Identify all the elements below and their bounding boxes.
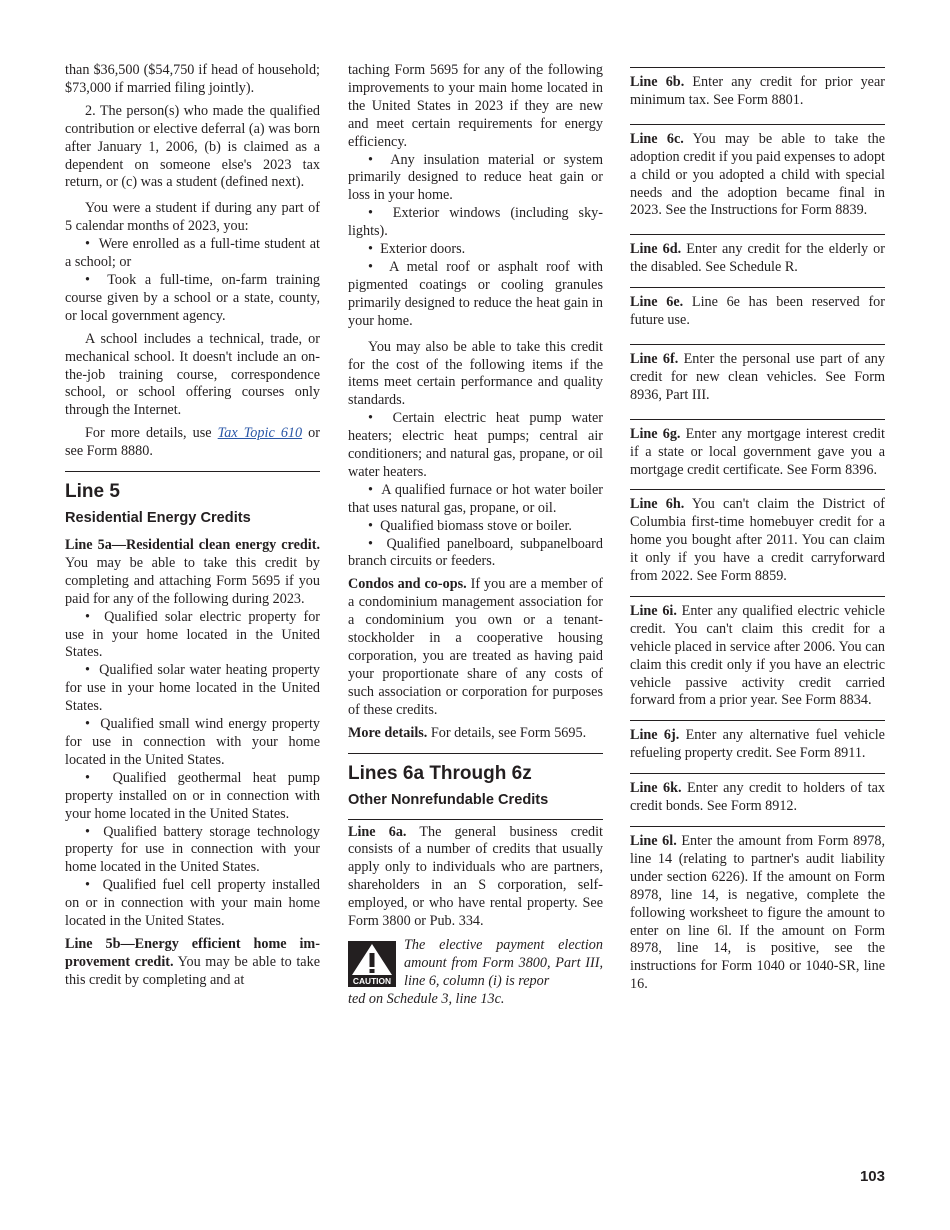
bullet-item: • Qualified solar water heating property for use in your home located in the United States. [65, 662, 320, 716]
line-item [630, 489, 885, 586]
line-item [630, 67, 885, 110]
text: Enter any qualified electric vehicle credit. You can't claim this credit for a vehicle placed in service after 2006. You can claim this credit only if you have an electric vehicle passive activity credit carried forward from a prior year. See Form 8834. [630, 602, 885, 709]
text: For more details, use [85, 425, 218, 442]
text: The general business credit consists of a number of credits that usually apply only to individuals who are partners, shareholders in an S corporation, self-employed, or who have rental property. See Form 3800 or Pub. 334. [348, 823, 603, 930]
run-in-heading: Condos and co-ops. [348, 576, 467, 593]
text: You can't claim the District of Columbia first-time homebuyer credit for a home you bought after 2011. You can claim it only if you have a credit carryforward from 2022. See Form 8859. [630, 496, 885, 585]
text: You may be able to take this credit by completing and at [65, 953, 320, 988]
bullet-item: • Any insulation material or system primarily designed to reduce heat gain or loss in your home. [348, 152, 603, 206]
bullet-item: • Took a full-time, on-farm training course given by a school or a state, county, or local government agency. [65, 272, 320, 326]
section-divider [65, 471, 320, 472]
paragraph [630, 351, 885, 405]
paragraph: 2. The person(s) who made the qualified contribution or elective deferral (a) was born after January 1, 2006, (b) is claimed as a dependent on someone else's 2023 tax return, or (c) was a student (defined next). [65, 102, 320, 191]
paragraph [630, 833, 885, 994]
paragraph: A school includes a technical, trade, or mechanical school. It doesn't include an on-the-job training course, correspondence school, or school offering courses only through the Internet. [65, 330, 320, 419]
text: You may be able to take the adoption credit if you paid expenses to adopt a child or you adopted a child with special needs and the adoption became final in 2023. See the Instructions for Form 8839. [630, 130, 886, 219]
caution-text: ted on Schedule 3, line 13c. [348, 990, 505, 1007]
column-right [630, 67, 885, 1004]
line-item [630, 773, 885, 816]
run-in-heading: Line 6b. [630, 74, 685, 90]
column-left [65, 62, 320, 995]
run-in-heading: Line 5b—Energy efficient home improvement credit. [65, 935, 320, 970]
paragraph: You may also be able to take this credit for the cost of the following items if the items meet certain performance and quality standards. [348, 338, 603, 409]
paragraph [65, 936, 320, 990]
bullet-item: • Qualified geothermal heat pump property installed on or in connection with your home located in the United States. [65, 770, 320, 824]
bullet-item: • Qualified biomass stove or boiler. [348, 518, 603, 536]
paragraph: taching Form 5695 for any of the following improvements to your main home located in the United States in 2023 if they are new and meet certain requirements for energy efficiency. [348, 62, 603, 150]
bullet-item: • Qualified battery storage technology property for use in connection with your home located in the United States. [65, 824, 320, 878]
text: Line 6e has been reserved for future use. [630, 294, 885, 329]
section-subheading: Other Nonrefundable Credits [348, 791, 549, 808]
bullet-item: • Qualified solar electric property for use in your home located in the United States. [65, 609, 320, 663]
text: For details, see Form 5695. [427, 724, 587, 741]
paragraph [630, 496, 885, 586]
line-item [630, 419, 885, 480]
run-in-heading: Line 6i. [630, 602, 677, 619]
column-middle [348, 62, 603, 1009]
bullet-item: • Qualified fuel cell property installed on or in connection with your main home located in the United States. [65, 877, 320, 931]
section-divider [348, 753, 603, 754]
line-item [630, 287, 885, 330]
paragraph: than $36,500 ($54,750 if head of household; $73,000 if married filing jointly). [65, 62, 320, 96]
caution-text: The elective payment election amount from Form 3800, Part III, line 6, column (i) is repor [404, 936, 603, 989]
paragraph [630, 74, 885, 110]
run-in-heading: More details. [348, 724, 428, 741]
run-in-heading: Line 6l. [630, 833, 677, 849]
bullet-item: • A qualified furnace or hot water boiler that uses natural gas, propane, or oil. [348, 482, 603, 518]
run-in-heading: Line 6e. [630, 294, 684, 311]
text: Enter any credit for the elderly or the disabled. See Schedule R. [630, 241, 886, 276]
bullet-item: • Qualified panelboard, subpanelboard branch circuits or feeders. [348, 536, 603, 572]
bullet-item: • Were enrolled as a full-time student at a school; or [65, 236, 320, 272]
text: Enter any credit for prior year minimum tax. See Form 8801. [630, 74, 885, 108]
caution-icon [348, 941, 396, 987]
paragraph [348, 824, 603, 931]
run-in-heading: Line 6h. [630, 496, 685, 513]
caution-label: CAUTION [352, 975, 392, 986]
text: Enter the personal use part of any credit for new clean vehicles. See Form 8936, Part III. [630, 350, 885, 403]
line-item [630, 234, 885, 277]
text: Enter the amount from Form 8978, line 14 (relating to partner's audit liability under section 6226). If the amount on Form 8978, line 14, is negative, complete the following worksheet to figure the amount to enter on line 6l. If the amount on Form 8978, line 14, is positive, see the instructions for Form 1040 or 1040-SR, line 16. [630, 833, 885, 993]
text: If you are a member of a condominium management association for a condominium you own or a tenant-stockholder in a cooperative housing corporation, you are treated as having paid your proportionate share of any costs of such association or corporation for purposes of these credits. [348, 576, 603, 718]
paragraph [630, 603, 885, 710]
subsection-divider [348, 819, 603, 820]
run-in-heading: Line 6d. [630, 241, 682, 258]
tax-topic-link[interactable]: Tax Topic 610 [217, 425, 303, 442]
paragraph: You were a student if during any part of 5 calendar months of 2023, you: [65, 200, 320, 235]
paragraph [348, 725, 603, 743]
section-subheading: Residential Energy Credits [65, 510, 251, 527]
line-item [630, 596, 885, 710]
run-in-heading: Line 6g. [630, 425, 681, 442]
paragraph [65, 537, 320, 609]
line-item [630, 124, 885, 221]
bullet-item: • A metal roof or asphalt roof with pigmented coatings or cooling granules primarily designed to reduce the heat gain in your home. [348, 259, 603, 331]
run-in-heading: Line 6a. [348, 823, 407, 840]
paragraph [630, 131, 885, 221]
text: Enter any alternative fuel vehicle refueling property credit. See Form 8911. [630, 727, 885, 762]
line-item [630, 344, 885, 405]
text: or see Form 8880. [65, 425, 321, 460]
run-in-heading: Line 6c. [630, 130, 684, 147]
bullet-item: • Certain electric heat pump water heaters; electric heat pumps; central air conditioners; and natural gas, propane, or oil water heaters. [348, 410, 603, 482]
paragraph [630, 727, 885, 763]
run-in-heading: Line 6f. [630, 350, 679, 367]
section-heading: Line 5 [65, 481, 120, 503]
paragraph [348, 576, 603, 719]
line-item [630, 826, 885, 994]
text: Enter any mortgage interest credit if a state or local government gave you a mortgage credit certificate. See Form 8396. [630, 425, 885, 478]
section-heading: Lines 6a Through 6z [348, 762, 532, 784]
paragraph [630, 294, 885, 330]
paragraph [65, 425, 320, 461]
text: Enter any credit to holders of tax credit bonds. See Form 8912. [630, 780, 885, 815]
text: You may be able to take this credit by completing and attaching Form 5695 if you paid for any of the following during 2023. [65, 554, 320, 607]
run-in-heading: Line 6k. [630, 780, 682, 797]
caution-note [348, 937, 603, 1009]
bullet-item: • Qualified small wind energy property for use in connection with your home located in the United States. [65, 716, 320, 770]
paragraph [630, 426, 885, 480]
run-in-heading: Line 5a—Residential clean energy credit. [65, 537, 320, 554]
page-number: 103 [859, 1168, 885, 1185]
bullet-item: • Exterior windows (including skylights). [348, 205, 603, 241]
run-in-heading: Line 6j. [630, 727, 680, 744]
paragraph [630, 780, 885, 816]
bullet-item: • Exterior doors. [348, 241, 603, 259]
line-item [630, 720, 885, 763]
paragraph [630, 241, 885, 277]
